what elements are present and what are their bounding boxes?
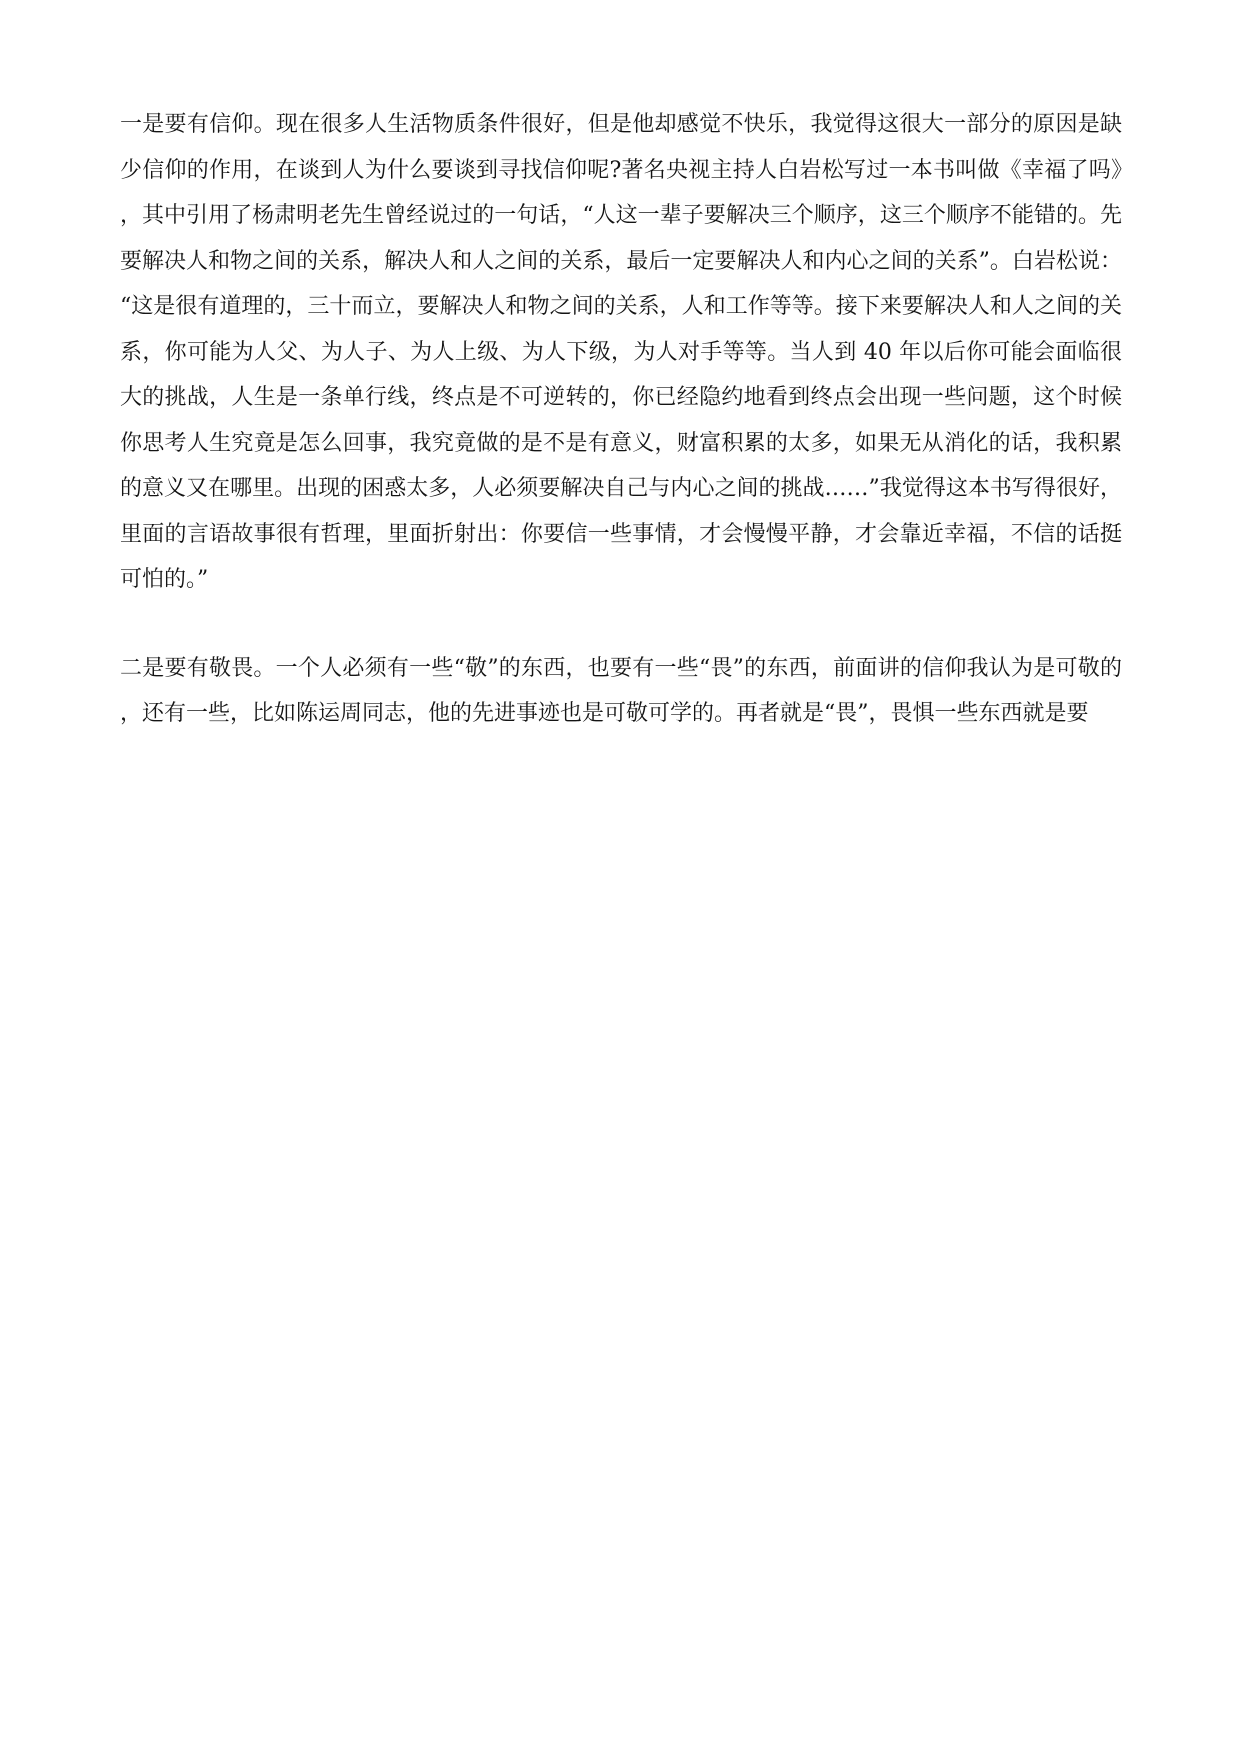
document-body: [120, 102, 1122, 737]
paragraph-belief: 一是要有信仰。现在很多人生活物质条件很好，但是他却感觉不快乐，我觉得这很大一部分的原因是缺少信仰的作用，在谈到人为什么要谈到寻找信仰呢?著名央视主持人白岩松写过一本书叫做《幸福了吗》，其中引用了杨肃明老先生曾经说过的一句话，“人这一辈子要解决三个顺序，这三个顺序不能错的。先要解决人和物之间的关系，解决人和人之间的关系，最后一定要解决人和内心之间的关系”。白岩松说：“这是很有道理的，三十而立，要解决人和物之间的关系，人和工作等等。接下来要解决人和人之间的关系，你可能为人父、为人子、为人上级、为人下级，为人对手等等。当人到 40 年以后你可能会面临很大的挑战，人生是一条单行线，终点是不可逆转的，你已经隐约地看到终点会出现一些问题，这个时候你思考人生究竟是怎么回事，我究竟做的是不是有意义，财富积累的太多，如果无从消化的话，我积累的意义又在哪里。出现的困惑太多，人必须要解决自己与内心之间的挑战……”我觉得这本书写得很好，里面的言语故事很有哲理，里面折射出：你要信一些事情，才会慢慢平静，才会靠近幸福，不信的话挺可怕的。”: [120, 112, 1122, 592]
paragraph-reverence: 二是要有敬畏。一个人必须有一些“敬”的东西，也要有一些“畏”的东西，前面讲的信仰我认为是可敬的，还有一些，比如陈运周同志，他的先进事迹也是可敬可学的。再者就是“畏”，畏惧一些东西就是要: [120, 655, 1122, 726]
